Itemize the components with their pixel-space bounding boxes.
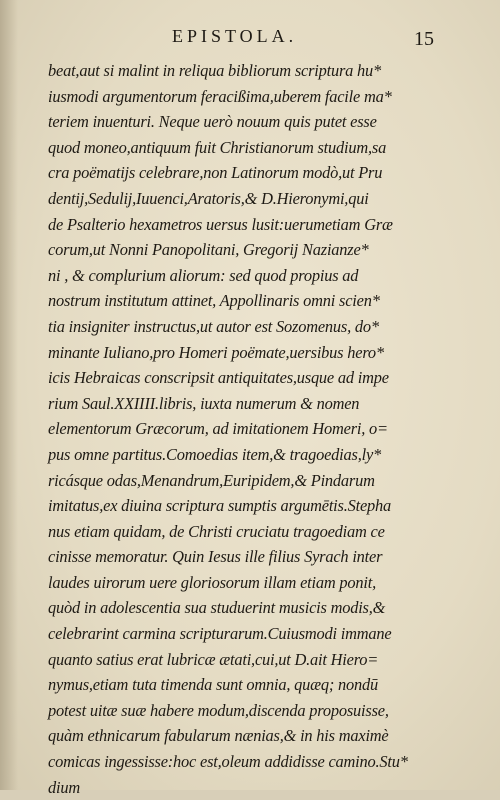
text-line: potest uitæ suæ habere modum,discenda proposuisse, — [48, 700, 389, 720]
page-number: 15 — [414, 28, 434, 50]
text-line: iusmodi argumentorum feracißima,uberem facile ma* — [48, 86, 392, 106]
text-line: nostrum institutum attinet, Appollinaris omni scien* — [48, 291, 380, 311]
text-line: quod moneo,antiquum fuit Christianorum studium,sa — [48, 137, 387, 157]
text-line: icis Hebraicas conscripsit antiquitates,usque ad impe — [48, 368, 389, 388]
text-line: cinisse memoratur. Quin Iesus ille filius Syrach inter — [48, 547, 383, 567]
text-line: corum,ut Nonni Panopolitani, Gregorij Nazianze* — [48, 240, 369, 260]
text-line: cra poëmatijs celebrare,non Latinorum modò,ut Pru — [48, 163, 383, 183]
text-line: dentij,Sedulij,Iuuenci,Aratoris,& D.Hieronymi,qui — [48, 188, 369, 208]
text-line: teriem inuenturi. Neque uerò nouum quis putet esse — [48, 112, 377, 132]
text-line: quòd in adolescentia sua studuerint musicis modis,& — [48, 598, 386, 618]
text-line: quàm ethnicarum fabularum nænias,& in his maximè — [48, 726, 389, 746]
text-line: elementorum Græcorum, ad imitationem Homeri, o= — [48, 419, 388, 439]
text-line: beat,aut si malint in reliqua bibliorum scriptura hu* — [48, 61, 382, 80]
text-line: ni , & complurium aliorum: sed quod propius ad — [48, 265, 359, 285]
body-text — [48, 58, 440, 800]
text-line: pus omne partitus.Comoedias item,& tragoedias,ly* — [48, 444, 382, 464]
text-line: de Psalterio hexametros uersus lusit:uerumetiam Græ — [48, 214, 393, 234]
text-line: comicas ingessisse:hoc est,oleum addidisse camino.Stu* — [48, 752, 408, 772]
text-line: quanto satius erat lubricæ ætati,cui,ut D.ait Hiero= — [48, 649, 379, 669]
text-line: ricásque odas,Menandrum,Euripidem,& Pindarum — [48, 470, 375, 490]
running-head-title: EPISTOLA. — [172, 26, 298, 46]
text-line: minante Iuliano,pro Homeri poëmate,uersibus hero* — [48, 342, 384, 362]
running-head — [0, 22, 500, 52]
text-line: dium — [48, 777, 80, 797]
text-line: imitatus,ex diuina scriptura sumptis argumētis.Stepha — [48, 496, 392, 516]
text-line: tia insigniter instructus,ut autor est Sozomenus, do* — [48, 316, 379, 336]
text-line: celebrarint carmina scripturarum.Cuiusmodi immane — [48, 624, 392, 644]
text-line: nus etiam quidam, de Christi cruciatu tragoediam ce — [48, 521, 385, 541]
binding-gutter-shadow — [0, 0, 18, 790]
text-line: rium Saul.XXIIII.libris, iuxta numerum & nomen — [48, 393, 360, 413]
text-line: nymus,etiam tuta timenda sunt omnia, quæq; nondū — [48, 675, 379, 695]
text-line: laudes uirorum uere gloriosorum illam etiam ponit, — [48, 572, 376, 592]
